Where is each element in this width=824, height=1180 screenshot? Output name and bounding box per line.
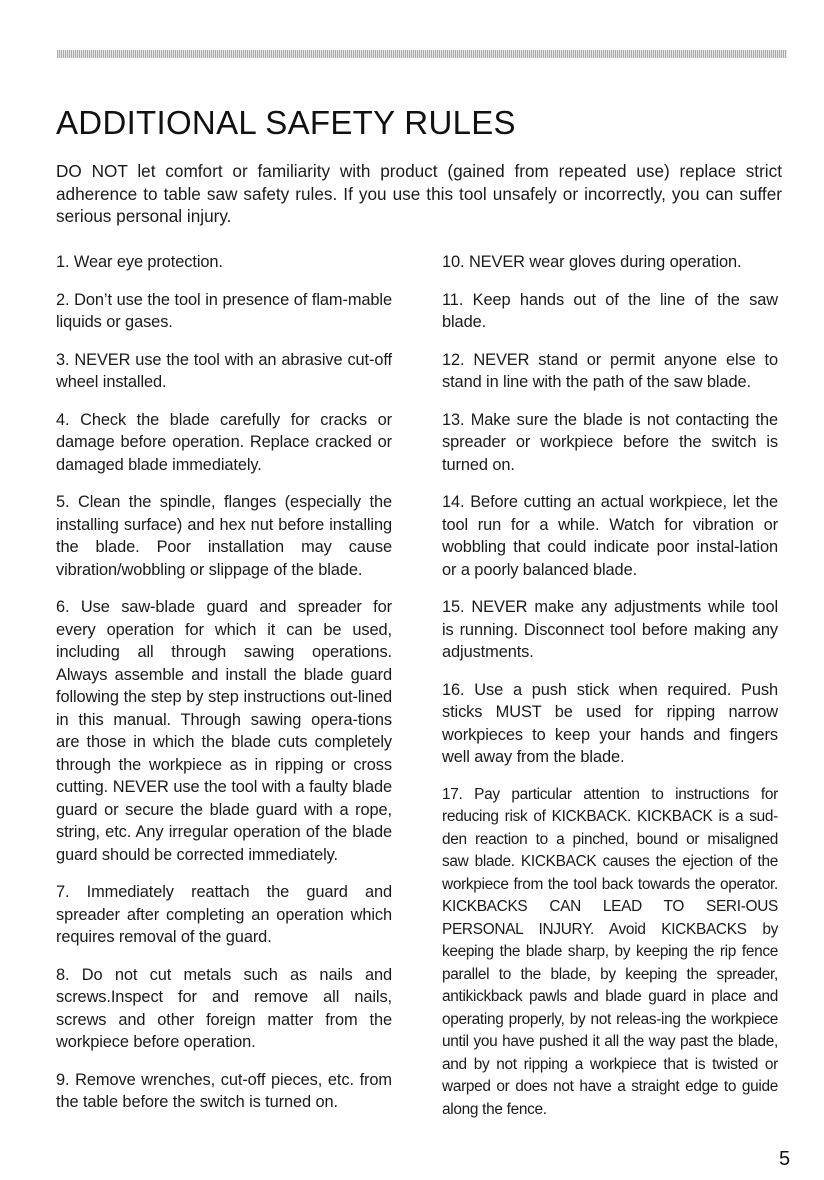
rule-item: 13. Make sure the blade is not contacting the spreader or workpiece before the switch is turned on. [442,410,778,474]
rules-column-right [442,251,778,1136]
rule-item: 1. Wear eye protection. [56,253,223,271]
rules-column-left [56,251,392,1129]
rule-item: 2. Don’t use the tool in presence of flam-mable liquids or gases. [56,290,392,331]
rule-item: 11. Keep hands out of the line of the saw blade. [442,290,778,331]
rule-item: 10. NEVER wear gloves during operation. [442,253,742,271]
rule-item: 3. NEVER use the tool with an abrasive cut-off wheel installed. [56,350,392,391]
rule-item: 9. Remove wrenches, cut-off pieces, etc. from the table before the switch is turned on. [56,1070,392,1111]
rule-item: 14. Before cutting an actual workpiece, let the tool run for a while. Watch for vibration or wobbling that could indicate poor instal-lation or a poorly balanced blade. [442,493,778,579]
rule-item: 17. Pay particular attention to instructions for reducing risk of KICKBACK. KICKBACK is a sud-den reaction to a pinched, bound or misaligned saw blade. KICKBACK causes the ejection of the workpiece from the tool back towards the operator. KICKBACKS CAN LEAD TO SERI-OUS PERSONAL INJURY. Avoid KICKBACKS by keeping the blade sharp, by keeping the rip fence parallel to the blade, by keeping the spreader, antikickback pawls and blade guard in place and operating properly, by not releas-ing the workpiece until you have pushed it all the way past the blade, and by not ripping a workpiece that is twisted or warped or does not have a straight edge to guide along the fence. [442,785,778,1118]
intro-paragraph: DO NOT let comfort or familiarity with product (gained from repeated use) replace strict adherence to table saw safety rules. If you use this tool unsafely or incorrectly, you can suffer serious personal injury. [56,161,782,227]
rule-item: 4. Check the blade carefully for cracks or damage before operation. Replace cracked or damaged blade immediately. [56,410,392,474]
rule-item: 7. Immediately reattach the guard and spreader after completing an operation which requires removal of the guard. [56,883,392,946]
rule-item: 5. Clean the spindle, flanges (especially the installing surface) and hex nut before installing the blade. Poor installation may cause vibration/wobbling or slippage of the blade. [56,493,392,579]
rule-item: 16. Use a push stick when required. Push sticks MUST be used for ripping narrow workpieces to keep your hands and fingers well away from the blade. [442,680,778,766]
rule-item: 12. NEVER stand or permit anyone else to stand in line with the path of the saw blade. [442,350,778,391]
page-number: 5 [779,1148,791,1170]
rule-item: 6. Use saw-blade guard and spreader for every operation for which it can be used, including all through sawing operations. Always assemble and install the blade guard following the step by step instructions out-lined in this manual. Through sawing opera-tions are those in which the blade cuts completely through the workpiece as in ripping or cross cutting. NEVER use the tool with a faulty blade guard or secure the blade guard with a rope, string, etc. Any irregular operation of the blade guard should be corrected immediately. [56,598,392,864]
page-title: ADDITIONAL SAFETY RULES [56,104,516,141]
rule-item: 15. NEVER make any adjustments while tool is running. Disconnect tool before making any adjustments. [442,598,778,661]
top-rule [57,50,787,58]
rule-item: 8. Do not cut metals such as nails and screws.Inspect for and remove all nails, screws and other foreign matter from the workpiece before operation. [56,965,392,1051]
